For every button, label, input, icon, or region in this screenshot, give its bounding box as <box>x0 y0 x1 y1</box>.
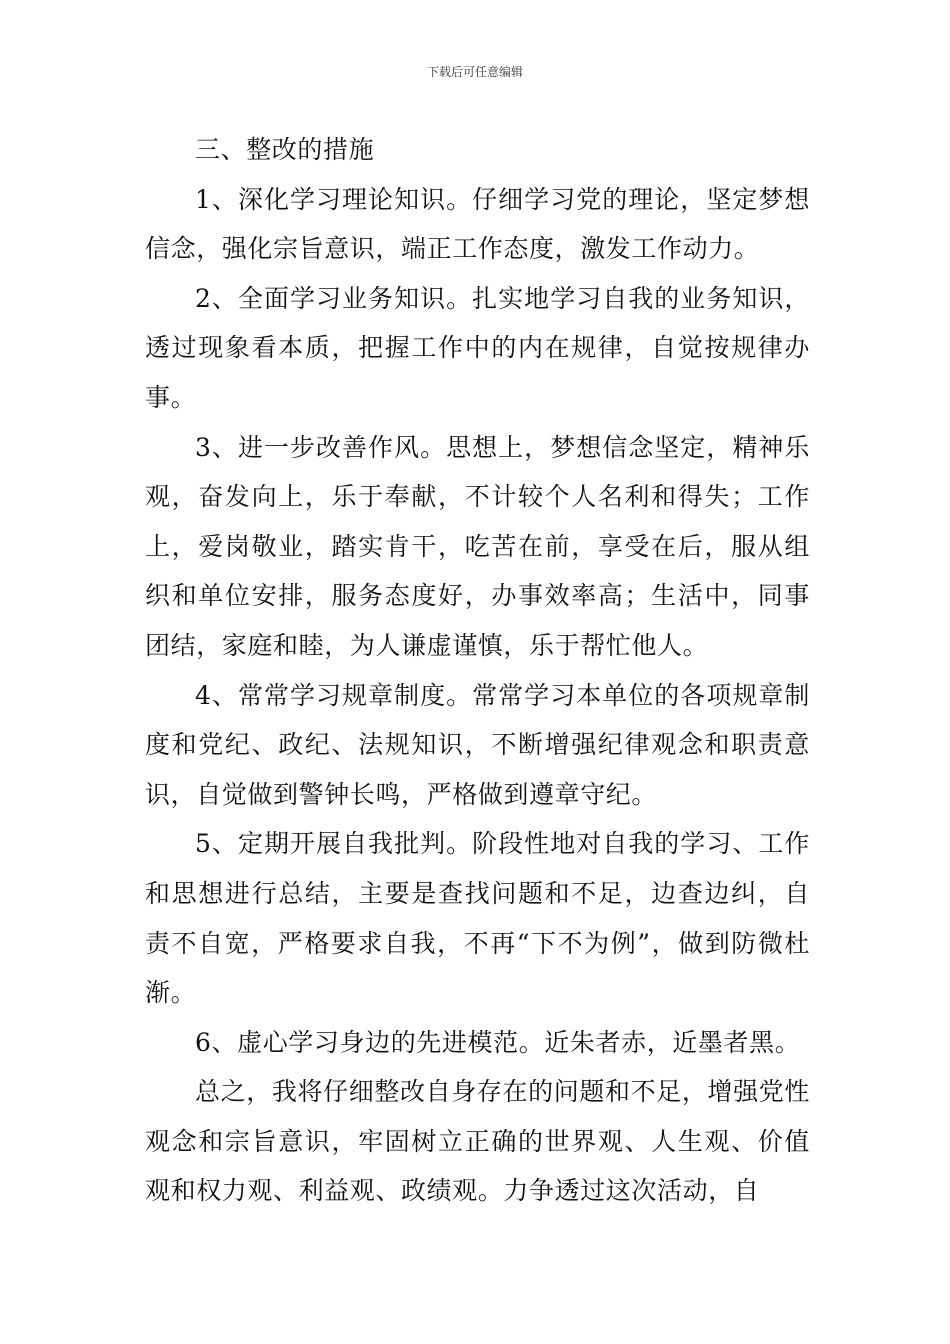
paragraph-2: 2、全面学习业务知识。扎实地学习自我的业务知识，透过现象看本质，把握工作中的内在规律，自觉按规律办事。 <box>145 283 810 412</box>
page-header-note: 下载后可任意编辑 <box>426 65 523 79</box>
section-heading: 三、整改的措施 <box>195 135 375 164</box>
paragraph-4: 4、常常学习规章制度。常常学习本单位的各项规章制度和党纪、政纪、法规知识，不断增强纪律观念和职责意识，自觉做到警钟长鸣，严格做到遵章守纪。 <box>145 680 810 809</box>
paragraph-summary: 总之，我将仔细整改自身存在的问题和不足，增强党性观念和宗旨意识，牢固树立正确的世界观、人生观、价值观和权力观、利益观、政绩观。力争透过这次活动，自 <box>145 1077 810 1206</box>
paragraph-6: 6、虚心学习身边的先进模范。近朱者赤，近墨者黑。 <box>195 1027 801 1057</box>
paragraph-5: 5、定期开展自我批判。阶段性地对自我的学习、工作和思想进行总结，主要是查找问题和不足，边查边纠，自责不自宽，严格要求自我，不再“下不为例”，做到防微杜渐。 <box>145 829 810 1008</box>
paragraph-1: 1、深化学习理论知识。仔细学习党的理论，坚定梦想信念，强化宗旨意识，端正工作态度，激发工作动力。 <box>145 184 810 264</box>
document-body <box>145 125 810 1216</box>
paragraph-3: 3、进一步改善作风。思想上，梦想信念坚定，精神乐观，奋发向上，乐于奉献，不计较个人名利和得失；工作上，爱岗敬业，踏实肯干，吃苦在前，享受在后，服从组织和单位安排，服务态度好，办事效率高；生活中，同事团结，家庭和睦，为人谦虚谨慎，乐于帮忙他人。 <box>145 432 810 660</box>
